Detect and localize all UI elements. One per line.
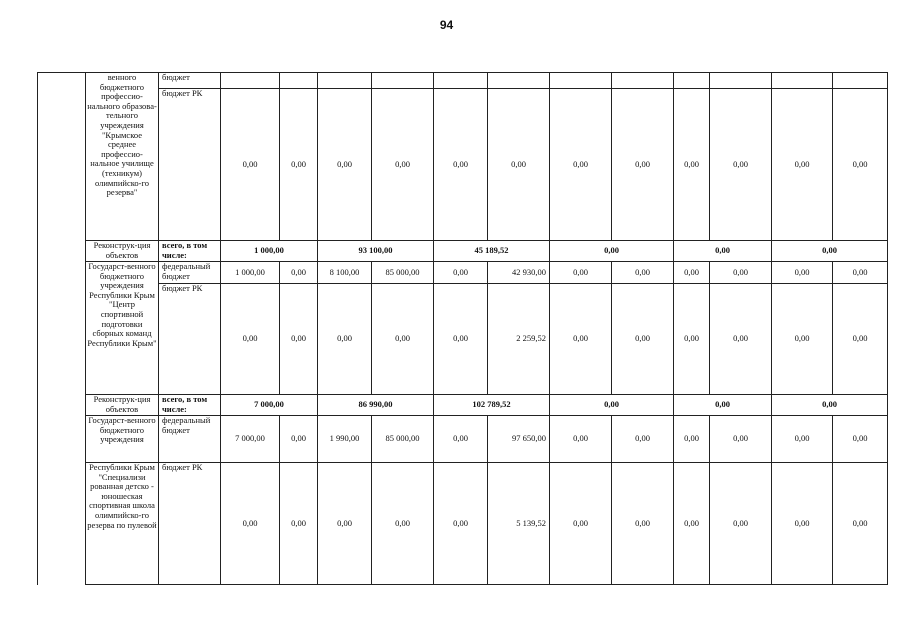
value-cell (674, 73, 710, 89)
total-cell: 86 990,00 (318, 395, 434, 416)
value-cell: 0,00 (550, 262, 612, 284)
value-cell: 1 000,00 (221, 262, 280, 284)
table-row (38, 284, 888, 395)
value-cell (833, 73, 888, 89)
value-cell: 1 990,00 (318, 416, 372, 463)
value-cell: 0,00 (612, 463, 674, 585)
table-row (38, 262, 888, 284)
value-cell: 0,00 (612, 284, 674, 395)
value-cell: 0,00 (674, 262, 710, 284)
project-name-cell: Республики Крым "Специализи рованная детско - юношеская спортивная школа олимпийско-го резерва по пулевой (86, 463, 159, 585)
value-cell: 0,00 (710, 463, 772, 585)
funding-source-cell: бюджет (159, 73, 221, 89)
value-cell: 0,00 (710, 284, 772, 395)
value-cell: 8 100,00 (318, 262, 372, 284)
value-cell: 0,00 (434, 284, 488, 395)
value-cell: 0,00 (833, 416, 888, 463)
budget-table (37, 72, 888, 585)
row-number-cell (38, 262, 86, 284)
value-cell: 0,00 (221, 284, 280, 395)
project-name-cell: Реконструк-ция объектов (86, 395, 159, 416)
value-cell: 0,00 (833, 284, 888, 395)
value-cell: 0,00 (550, 89, 612, 241)
funding-source-cell: бюджет РК (159, 463, 221, 585)
table-row (38, 395, 888, 416)
row-number-cell (38, 89, 86, 241)
value-cell (280, 73, 318, 89)
funding-source-cell: всего, в том числе: (159, 395, 221, 416)
value-cell: 5 139,52 (488, 463, 550, 585)
value-cell: 0,00 (221, 89, 280, 241)
value-cell: 0,00 (612, 89, 674, 241)
value-cell: 0,00 (710, 89, 772, 241)
table-row (38, 73, 888, 89)
total-cell: 45 189,52 (434, 241, 550, 262)
value-cell: 0,00 (434, 416, 488, 463)
value-cell (612, 73, 674, 89)
value-cell: 0,00 (280, 463, 318, 585)
project-name-cell: венного бюджетного профессио-нального образова-тельного учреждения "Крымское среднее профессио-нальное училище (техникум) олимпийско-го резерва" (86, 73, 159, 241)
value-cell (221, 73, 280, 89)
value-cell: 0,00 (280, 284, 318, 395)
value-cell: 0,00 (318, 463, 372, 585)
value-cell: 97 650,00 (488, 416, 550, 463)
total-cell: 0,00 (674, 395, 772, 416)
funding-source-cell: всего, в том числе: (159, 241, 221, 262)
value-cell: 0,00 (550, 284, 612, 395)
value-cell (372, 73, 434, 89)
value-cell: 0,00 (674, 89, 710, 241)
total-cell: 0,00 (674, 241, 772, 262)
value-cell: 7 000,00 (221, 416, 280, 463)
value-cell: 0,00 (488, 89, 550, 241)
value-cell: 0,00 (280, 416, 318, 463)
value-cell: 0,00 (318, 284, 372, 395)
row-number-cell (38, 463, 86, 585)
project-name-cell: Государст-венного бюджетного учреждения Республики Крым "Центр спортивной подготовки сборных команд Республики Крым" (86, 262, 159, 395)
value-cell: 0,00 (833, 262, 888, 284)
value-cell: 0,00 (372, 89, 434, 241)
value-cell: 0,00 (434, 89, 488, 241)
value-cell (488, 73, 550, 89)
table-row (38, 241, 888, 262)
value-cell (772, 73, 833, 89)
funding-source-cell: бюджет РК (159, 284, 221, 395)
value-cell: 85 000,00 (372, 416, 434, 463)
value-cell: 0,00 (280, 262, 318, 284)
total-cell: 0,00 (550, 241, 674, 262)
total-cell: 7 000,00 (221, 395, 318, 416)
value-cell: 0,00 (550, 416, 612, 463)
total-cell: 0,00 (550, 395, 674, 416)
value-cell: 0,00 (550, 463, 612, 585)
project-name-cell: Реконструк-ция объектов (86, 241, 159, 262)
value-cell: 0,00 (434, 463, 488, 585)
value-cell (434, 73, 488, 89)
value-cell (550, 73, 612, 89)
total-cell: 1 000,00 (221, 241, 318, 262)
value-cell: 0,00 (612, 262, 674, 284)
value-cell: 0,00 (674, 284, 710, 395)
total-cell: 0,00 (772, 241, 888, 262)
table-row (38, 89, 888, 241)
funding-source-cell: федеральный бюджет (159, 262, 221, 284)
value-cell (318, 73, 372, 89)
page-number: 94 (439, 18, 454, 32)
value-cell: 85 000,00 (372, 262, 434, 284)
value-cell: 0,00 (280, 89, 318, 241)
funding-source-cell: бюджет РК (159, 89, 221, 241)
value-cell: 0,00 (772, 262, 833, 284)
value-cell: 0,00 (434, 262, 488, 284)
table-row (38, 463, 888, 585)
value-cell: 0,00 (372, 463, 434, 585)
value-cell: 0,00 (710, 416, 772, 463)
value-cell: 0,00 (772, 463, 833, 585)
total-cell: 0,00 (772, 395, 888, 416)
value-cell: 0,00 (710, 262, 772, 284)
value-cell: 0,00 (372, 284, 434, 395)
row-number-cell (38, 241, 86, 262)
value-cell: 0,00 (221, 463, 280, 585)
row-number-cell (38, 284, 86, 395)
value-cell: 0,00 (772, 284, 833, 395)
total-cell: 102 789,52 (434, 395, 550, 416)
value-cell: 0,00 (772, 89, 833, 241)
value-cell: 42 930,00 (488, 262, 550, 284)
value-cell: 0,00 (833, 89, 888, 241)
row-number-cell (38, 73, 86, 89)
table-row (38, 416, 888, 463)
project-name-cell: Государст-венного бюджетного учреждения (86, 416, 159, 463)
value-cell: 2 259,52 (488, 284, 550, 395)
value-cell: 0,00 (674, 416, 710, 463)
value-cell: 0,00 (772, 416, 833, 463)
value-cell: 0,00 (674, 463, 710, 585)
value-cell: 0,00 (612, 416, 674, 463)
row-number-cell (38, 416, 86, 463)
row-number-cell (38, 395, 86, 416)
value-cell: 0,00 (318, 89, 372, 241)
total-cell: 93 100,00 (318, 241, 434, 262)
funding-source-cell: федеральный бюджет (159, 416, 221, 463)
value-cell: 0,00 (833, 463, 888, 585)
value-cell (710, 73, 772, 89)
